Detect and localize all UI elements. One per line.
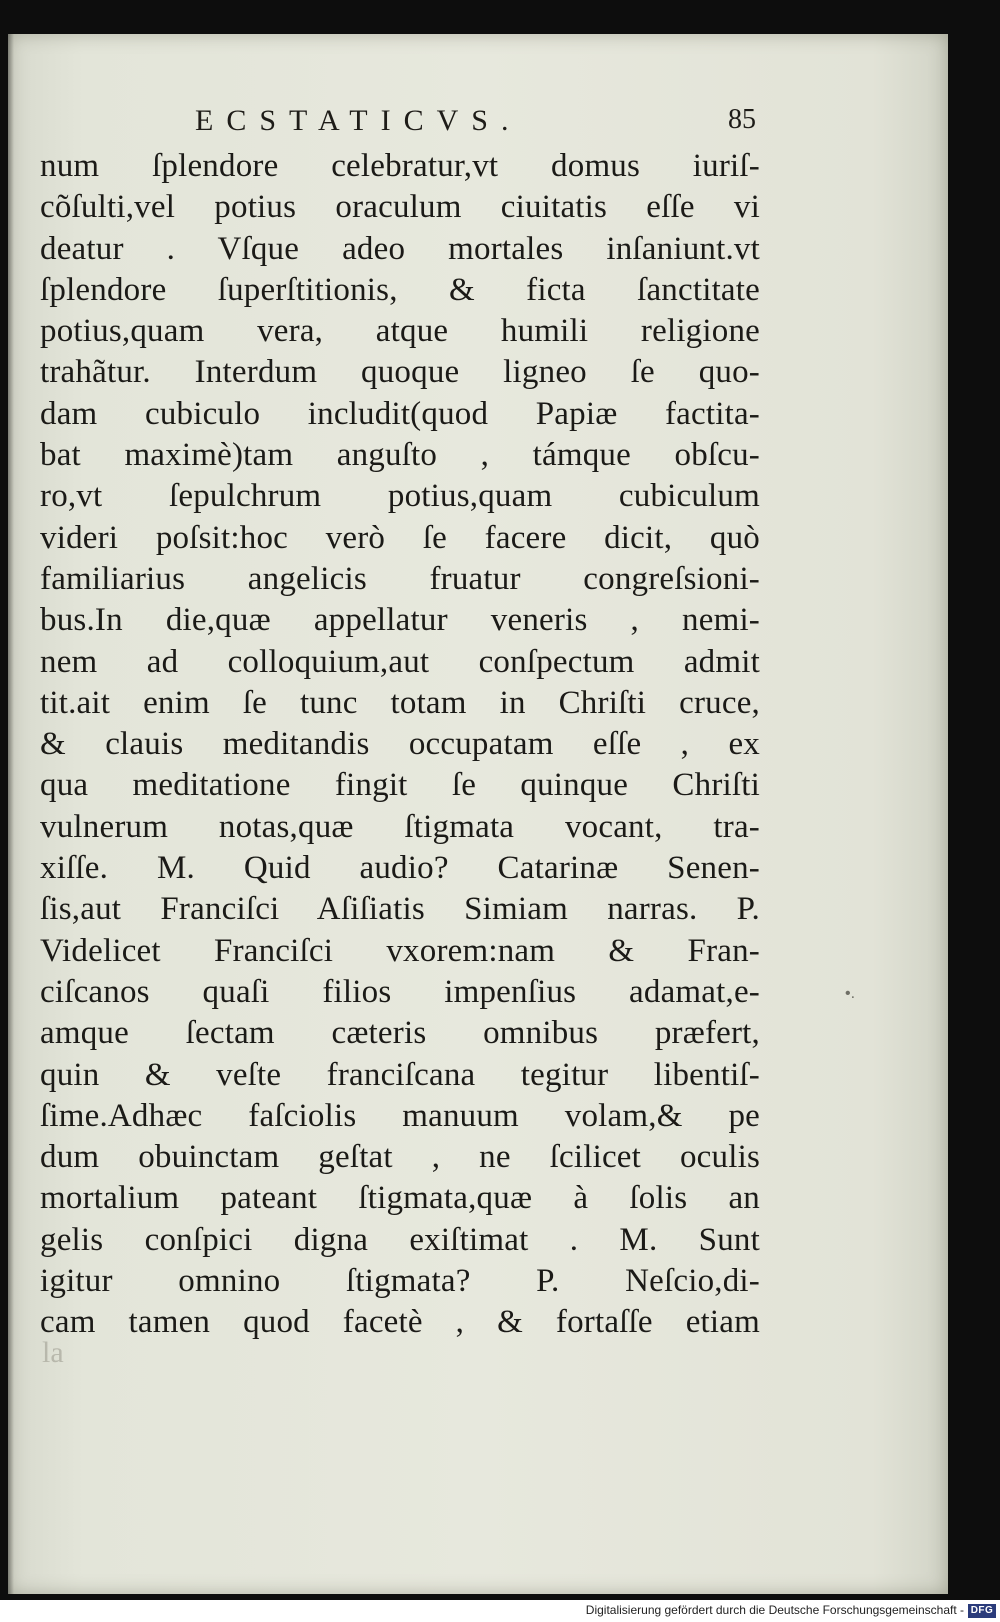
running-title: ECSTATICVS.	[195, 104, 522, 137]
text-line: ciſcanos quaſi filios impenſius adamat,e-	[40, 973, 760, 1010]
text-line: qua meditatione fingit ſe quinque Chriſti	[40, 767, 760, 804]
text-line: mortalium pateant ſtigmata,quæ à ſolis an	[40, 1180, 760, 1217]
text-line: cõſulti,vel potius oraculum ciuitatis eſſe vi	[40, 189, 760, 226]
text-line: igitur omnino ſtigmata? P. Neſcio,di-	[40, 1263, 760, 1300]
text-line: Videlicet Franciſci vxorem:nam & Fran-	[40, 932, 760, 969]
text-line: bat maximè)tam anguſto , támque obſcu-	[40, 437, 760, 474]
text-line: videri poſsit:hoc verò ſe facere dicit, quò	[40, 519, 760, 556]
text-line: dam cubiculo includit(quod Papiæ factita-	[40, 395, 760, 432]
text-line: deatur . Vſque adeo mortales inſaniunt.vt	[40, 230, 760, 267]
text-line: amque ſectam cæteris omnibus præfert,	[40, 1015, 760, 1052]
page-number: 85	[728, 104, 756, 135]
text-line: gelis conſpici digna exiſtimat . M. Sunt	[40, 1221, 760, 1258]
text-line: cam tamen quod facetè , & fortaſſe etiam	[40, 1304, 760, 1341]
text-line: xiſſe. M. Quid audio? Catarinæ Senen-	[40, 850, 760, 887]
show-through-mark: la	[42, 1336, 64, 1369]
text-line: tit.ait enim ſe tunc totam in Chriſti cruce,	[40, 684, 760, 721]
text-line: familiarius angelicis fruatur congreſsioni-	[40, 560, 760, 597]
text-line: vulnerum notas,quæ ſtigmata vocant, tra-	[40, 808, 760, 845]
text-line: ro,vt ſepulchrum potius,quam cubiculum	[40, 478, 760, 515]
footer-credit: Digitalisierung gefördert durch die Deutsche Forschungsgemeinschaft -	[585, 1603, 964, 1617]
text-line: ſis,aut Franciſci Aſiſiatis Simiam narras. P.	[40, 891, 760, 928]
body-text	[40, 146, 760, 1344]
text-line: potius,quam vera, atque humili religione	[40, 313, 760, 350]
text-line: dum obuinctam geſtat , ne ſcilicet oculis	[40, 1139, 760, 1176]
text-line: quin & veſte franciſcana tegitur libentiſ-	[40, 1056, 760, 1093]
text-line: bus.In die,quæ appellatur veneris , nemi-	[40, 602, 760, 639]
text-line: num ſplendore celebratur,vt domus iuriſ-	[40, 148, 760, 184]
page-edge-shadow	[8, 34, 14, 1594]
text-line: nem ad colloquium,aut conſpectum admit	[40, 643, 760, 680]
text-line: ſplendore ſuperſtitionis, & ficta ſanctitate	[40, 271, 760, 308]
text-line: trahãtur. Interdum quoque ligneo ſe quo-	[40, 354, 760, 391]
running-head	[40, 100, 760, 142]
text-line: ſime.Adhæc faſciolis manuum volam,& pe	[40, 1097, 760, 1134]
text-line: & clauis meditandis occupatam eſſe , ex	[40, 726, 760, 763]
dfg-logo-icon: DFG	[968, 1604, 996, 1618]
speck-mark: •.	[845, 985, 856, 1002]
digitization-footer	[0, 1600, 1000, 1622]
